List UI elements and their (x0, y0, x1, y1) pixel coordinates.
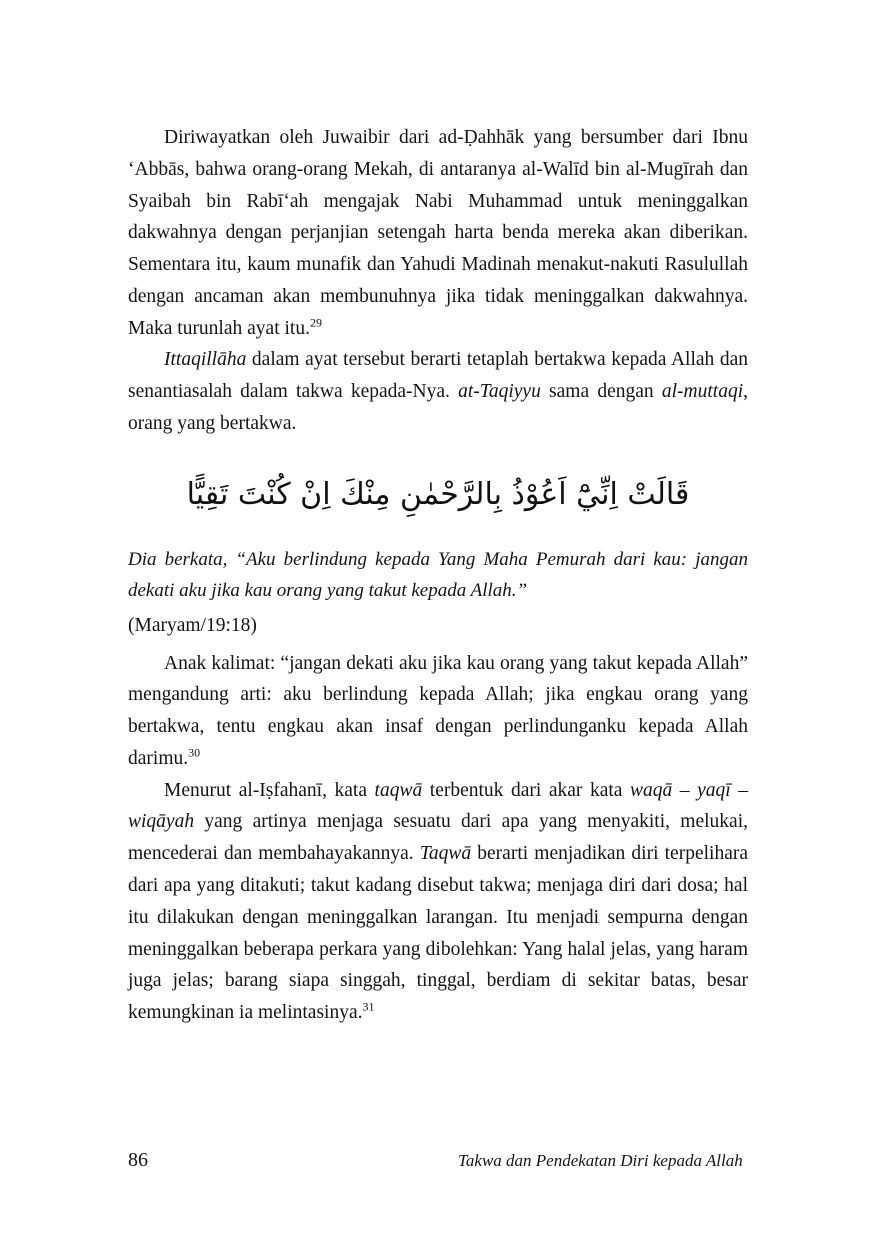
verse-citation: (Maryam/19:18) (128, 615, 257, 637)
paragraph-3-text: Anak kalimat: “jangan dekati aku jika kau orang yang takut kepada Allah” mengandung arti: aku berlindung kepada Allah; jika engkau orang yang bertakwa, tentu engkau akan insaf dengan perlindunganku kepada Allah darimu. (128, 652, 748, 769)
paragraph-4 (128, 775, 748, 1029)
page-number: 86 (128, 1149, 148, 1171)
footnote-marker-29: 29 (309, 315, 322, 330)
page-footer (128, 1149, 747, 1172)
paragraph-2 (128, 344, 748, 439)
paragraph-4-text-c: yang artinya menjaga sesuatu dari apa yang menyakiti, melukai, mencederai dan membahayakannya. (128, 811, 748, 865)
term-waqa-yaqi-wiqayah: waqā – yaqī – wiqāyah (128, 779, 748, 833)
verse-translation: Dia berkata, “Aku berlindung kepada Yang Maha Pemurah dari kau: jangan dekati aku jika kau orang yang takut kepada Allah.” (128, 548, 748, 601)
paragraph-4-text-b: terbentuk dari akar kata (422, 779, 630, 801)
term-al-muttaqi: al-muttaqi (661, 381, 744, 403)
paragraph-2-text-c: , orang yang bertakwa. (128, 381, 748, 435)
footnote-marker-31: 31 (362, 999, 375, 1014)
term-ittaqillaha: Ittaqillāha (164, 349, 247, 371)
footnote-marker-30: 30 (188, 745, 201, 760)
paragraph-1-text: Diriwayatkan oleh Juwaibir dari ad-Ḍahhāk yang bersumber dari Ibnu ‘Abbās, bahwa orang-orang Mekah, di antaranya al-Walīd bin al-Mugīrah dan Syaibah bin Rabī‘ah mengajak Nabi Muhammad untuk meninggalkan dakwahnya dengan perjanjian setengah harta benda mereka akan diberikan. Sementara itu, kaum munafik dan Yahudi Madinah menakut-nakuti Rasulullah dengan ancaman akan membunuhnya jika tidak meninggalkan dakwahnya. Maka turunlah ayat itu. (128, 127, 748, 339)
page-content (128, 122, 748, 1029)
paragraph-3 (128, 648, 748, 775)
term-taqwa-2: Taqwā (419, 843, 472, 865)
term-at-taqiyyu: at-Taqiyyu (458, 381, 541, 403)
term-taqwa: taqwā (374, 779, 423, 801)
running-title: Takwa dan Pendekatan Diri kepada Allah (458, 1151, 743, 1170)
paragraph-1 (128, 122, 748, 344)
arabic-verse: قَالَتْ اِنِّيْٓ اَعُوْذُ بِالرَّحْمٰنِ مِنْكَ اِنْ كُنْتَ تَقِيًّا (186, 476, 690, 512)
paragraph-4-text-a: Menurut al-Iṣfahanī, kata (164, 779, 375, 801)
paragraph-2-text-a: dalam ayat tersebut berarti tetaplah bertakwa kepada Allah dan senantiasalah dalam takwa kepada-Nya. (128, 349, 748, 403)
paragraph-2-text-b: sama dengan (540, 381, 662, 403)
paragraph-4-text-d: berarti menjadikan diri terpelihara dari apa yang ditakuti; takut kadang disebut takwa; menjaga diri dari dosa; hal itu dilakukan dengan meninggalkan larangan. Itu menjadi sempurna dengan meninggalkan beberapa perkara yang dibolehkan: Yang halal jelas, yang haram juga jelas; barang siapa singgah, tinggal, berdiam di sekitar batas, besar kemungkinan ia melintasinya. (128, 843, 748, 1024)
